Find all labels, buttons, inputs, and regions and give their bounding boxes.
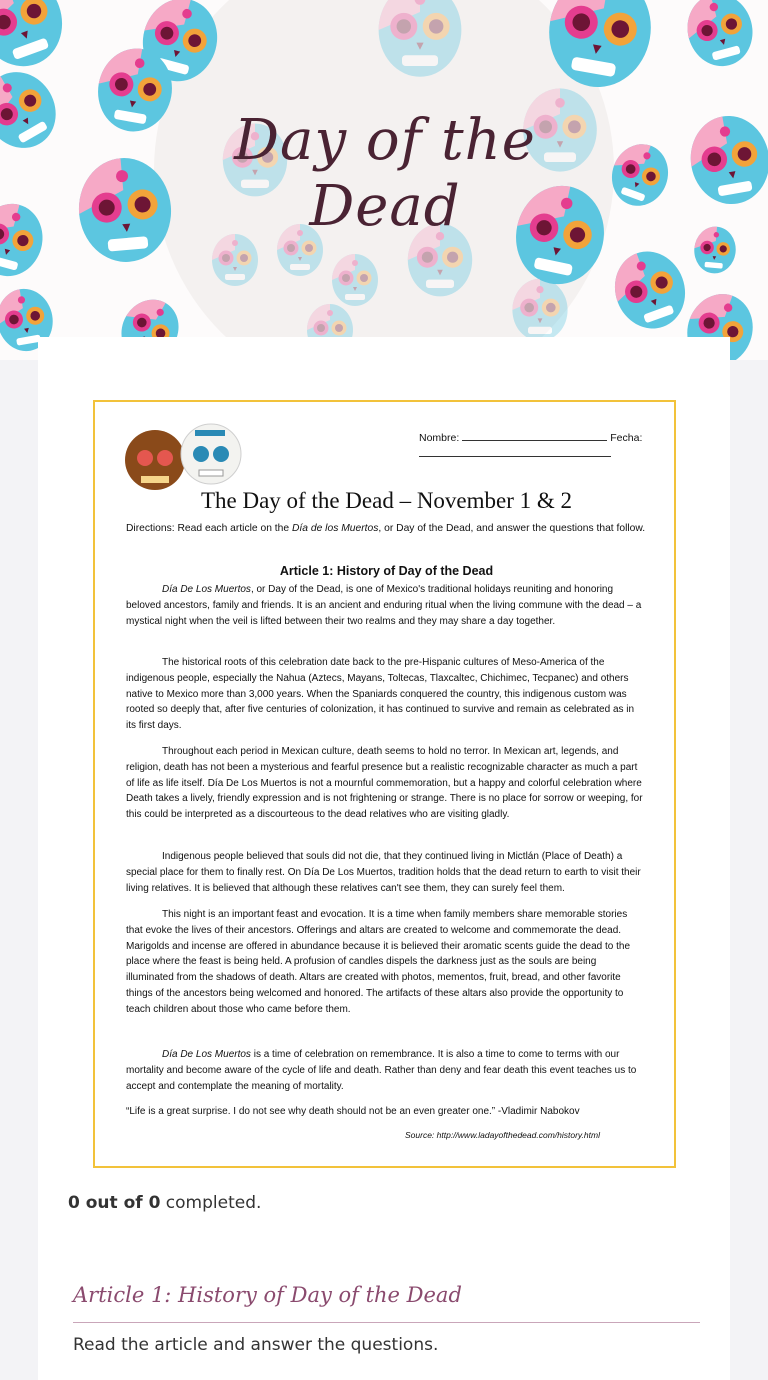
worksheet-image (93, 400, 676, 1168)
article-paragraph-2: The historical roots of this celebration date back to the pre-Hispanic cultures of Meso-America of the indigenous people, especially the Nahua (Aztecs, Mayans, Toltecas, Tlaxcaltec, Chichimec, Tecpanec) and others native to Mexico more than 3,000 years. When the Spaniards conquered the country, this indigenous custom was rooted so deeply that, after five centuries of colonization, it has continued to survive and remain as celebrated as in its first days. (126, 657, 635, 732)
article-source: Source: http://www.ladayofthedead.com/history.html (405, 1130, 600, 1140)
article-paragraph-6: Día De Los Muertos is a time of celebration on remembrance. It is also a time to come to terms with our mortality and become aware of the cycle of life and death. Rather than deny and fear death this event teaches us to accept and contemplate the meaning of mortality. (126, 1049, 637, 1092)
worksheet-directions: Directions: Read each article on the Día de los Muertos, or Day of the Dead, and answer the questions that follow. (126, 523, 646, 534)
article-paragraph-5: This night is an important feast and evocation. It is a time when family members share memorable stories that evoke the lives of their ancestors. Offerings and altars are created to welcome and commemorate the dead. Marigolds and incense are offered in abundance because it is believed their aromatic scents guide the dead to the place where the feast is being held. A profusion of candles dispels the darkness just as the souls are being illuminated from the shadows of death. Altars are created with photos, mementos, fruit, bread, and other favorite things of the ancestors being welcomed and honored. The artifacts of these altars also provide the opportunity to teach children about those who came before them. (126, 909, 631, 1015)
article-paragraph-3: Throughout each period in Mexican culture, death seems to hold no terror. In Mexican art, legends, and religion, death has not been a mysterious and fearful presence but a realistic recognizable character as much a part of life as life itself. Día De Los Muertos is not a mournful commemoration, but a happy and colorful celebration where Death takes a lively, friendly expression and is not frightening or strange. There is no place for sorrow or weeping, for this could be interpreted as a discourteous to the dead relatives who are visiting gladly. (126, 746, 643, 821)
name-date-line (419, 432, 642, 444)
section-title: Article 1: History of Day of the Dead (73, 1283, 462, 1307)
nombre-label: Nombre: (419, 432, 460, 444)
header-banner (0, 0, 768, 360)
fecha-label: Fecha: (610, 432, 643, 444)
article-quote: “Life is a great surprise. I do not see why death should not be an even greater one.” -Vladimir Nabokov (126, 1106, 580, 1117)
page-title-line1: Day of the (234, 108, 536, 173)
section-divider (73, 1322, 700, 1323)
page-title-line2: Dead (309, 174, 461, 239)
worksheet-title: The Day of the Dead – November 1 & 2 (200, 488, 573, 513)
sugar-skulls-illustration (123, 422, 253, 494)
completion-count: 0 out of 0 (68, 1193, 161, 1213)
page-title (140, 108, 630, 240)
article-heading: Article 1: History of Day of the Dead (279, 564, 494, 578)
article-paragraph-4: Indigenous people believed that souls did not die, that they continued living in Mictlán (Place of Death) a special place for them to finally rest. On Día De Los Muertos, tradition holds that the dead return to earth to visit their living relatives. It is believed that although these relatives can't see them, they can surely feel them. (126, 851, 641, 894)
completion-status: 0 out of 0 completed. (68, 1193, 262, 1213)
article-paragraph-1: Día De Los Muertos, or Day of the Dead, is one of Mexico's traditional holidays reuniting and honoring beloved ancestors, family and friends. It is an ancient and enduring ritual when the living commune with the dead – a mystical night when the veil is lifted between their two realms and they may share a day together. (126, 584, 642, 627)
section-instructions: Read the article and answer the questions. (73, 1335, 439, 1355)
